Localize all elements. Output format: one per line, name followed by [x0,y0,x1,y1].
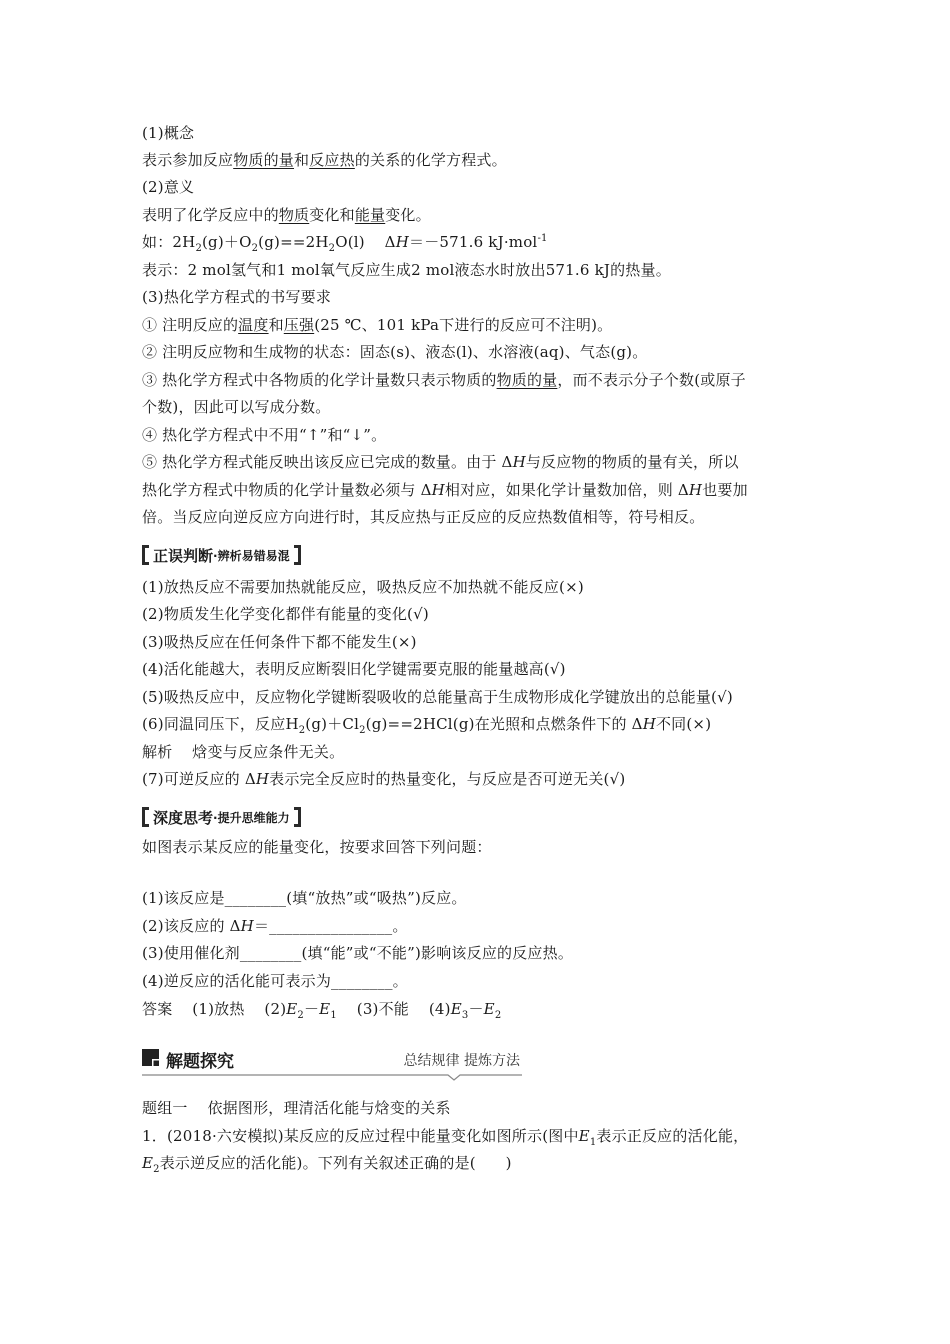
rule-5-cont-2: 倍。当反应向逆反应方向进行时，其反应热与正反应的反应热数值相等，符号相反。 [142,508,705,526]
true-false-header [142,543,301,567]
true-false-title: 正误判断 [153,546,214,565]
concept-heading: (1)概念 [142,124,195,142]
section-title: 解题探究 [166,1052,234,1072]
answer-line: 答案 (1)放热 $(2)E_2-E_1$ (3)不能 $(4)E_3-E_2$ [142,1000,502,1021]
problem-1-stem: 1．(2018·六安模拟)某反应的反应过程中能量变化如图所示(图中$E_1$表示正反应的活化能， [142,1127,749,1148]
think-prompt: 如图表示某反应的能量变化，按要求回答下列问题： [142,838,492,856]
section-tagline: 总结规律 提炼方法 [403,1053,520,1069]
bracket-left-icon [142,807,149,827]
rule-2: ② 注明反应物和生成物的状态：固态(s)、液态(l)、水溶液(aq)、气态(g)。 [142,343,648,361]
judge-item-2: (2)物质发生化学变化都伴有能量的变化(√) [142,605,429,623]
judge-item-3: (3)吸热反应在任何条件下都不能发生(×) [142,633,417,651]
concept-definition: 表示参加反应物质的量和反应热的关系的化学方程式。 [142,151,507,169]
rule-1: ① 注明反应的温度和压强(25 ℃、101 kPa下进行的反应可不注明)。 [142,316,613,334]
question-4: (4)逆反应的活化能可表示为________。 [142,972,408,990]
judge-item-4: (4)活化能越大，表明反应断裂旧化学键需要克服的能量越高(√) [142,660,566,678]
meaning-heading: (2)意义 [142,178,195,196]
deep-thinking-header [142,805,301,829]
question-2: (2)该反应的 ΔH＝________________。 [142,917,408,935]
writing-rules-heading: (3)热化学方程式的书写要求 [142,288,332,306]
bracket-right-icon [294,807,301,827]
rule-3-cont: 个数)，因此可以写成分数。 [142,398,331,416]
example-equation: 如：$2H_2(g)+O_2(g)==2H_2O(l)$ ΔH＝－571.6 kJ·mol$^{-1}$ [142,233,548,254]
true-false-subtitle: ·辨析易错易混 [213,548,290,563]
square-corner-icon [142,1049,159,1066]
deep-thinking-subtitle: ·提升思维能力 [213,810,290,825]
section-divider [142,1073,522,1081]
section-header [142,1043,522,1079]
problem-1-stem-cont: $E_2$表示逆反应的活化能)。下列有关叙述正确的是( ) [142,1154,512,1175]
question-3: (3)使用催化剂________(填“能”或“不能”)影响该反应的反应热。 [142,944,574,962]
judge-item-5: (5)吸热反应中，反应物化学键断裂吸收的总能量高于生成物形成化学键放出的总能量(√) [142,688,733,706]
rule-5: ⑤ 热化学方程式能反映出该反应已完成的数量。由于 ΔH与反应物的物质的量有关，所以 [142,453,739,471]
bracket-left-icon [142,545,149,565]
judge-item-6: (6)同温同压下，反应$H_2(g)+Cl_2(g)==2HCl(g)$在光照和点燃条件下的 ΔH不同(×) [142,715,712,736]
judge-item-7: (7)可逆反应的 ΔH表示完全反应时的热量变化，与反应是否可逆无关(√) [142,770,626,788]
judge-analysis: 解析 焓变与反应条件无关。 [142,743,345,761]
problem-group-title: 题组一 依据图形，理清活化能与焓变的关系 [142,1099,451,1117]
example-explanation: 表示：2 mol氢气和1 mol氧气反应生成2 mol液态水时放出571.6 kJ的热量。 [142,261,671,279]
meaning-text: 表明了化学反应中的物质变化和能量变化。 [142,206,431,224]
judge-item-1: (1)放热反应不需要加热就能反应，吸热反应不加热就不能反应(×) [142,578,584,596]
bracket-right-icon [294,545,301,565]
rule-4: ④ 热化学方程式中不用“↑”和“↓”。 [142,426,387,444]
deep-thinking-title: 深度思考 [153,808,214,827]
rule-5-cont-1: 热化学方程式中物质的化学计量数必须与 ΔH相对应，如果化学计量数加倍，则 ΔH也要加 [142,481,748,499]
question-1: (1)该反应是________(填“放热”或“吸热”)反应。 [142,889,467,907]
rule-3: ③ 热化学方程式中各物质的化学计量数只表示物质的物质的量，而不表示分子个数(或原子 [142,371,746,389]
